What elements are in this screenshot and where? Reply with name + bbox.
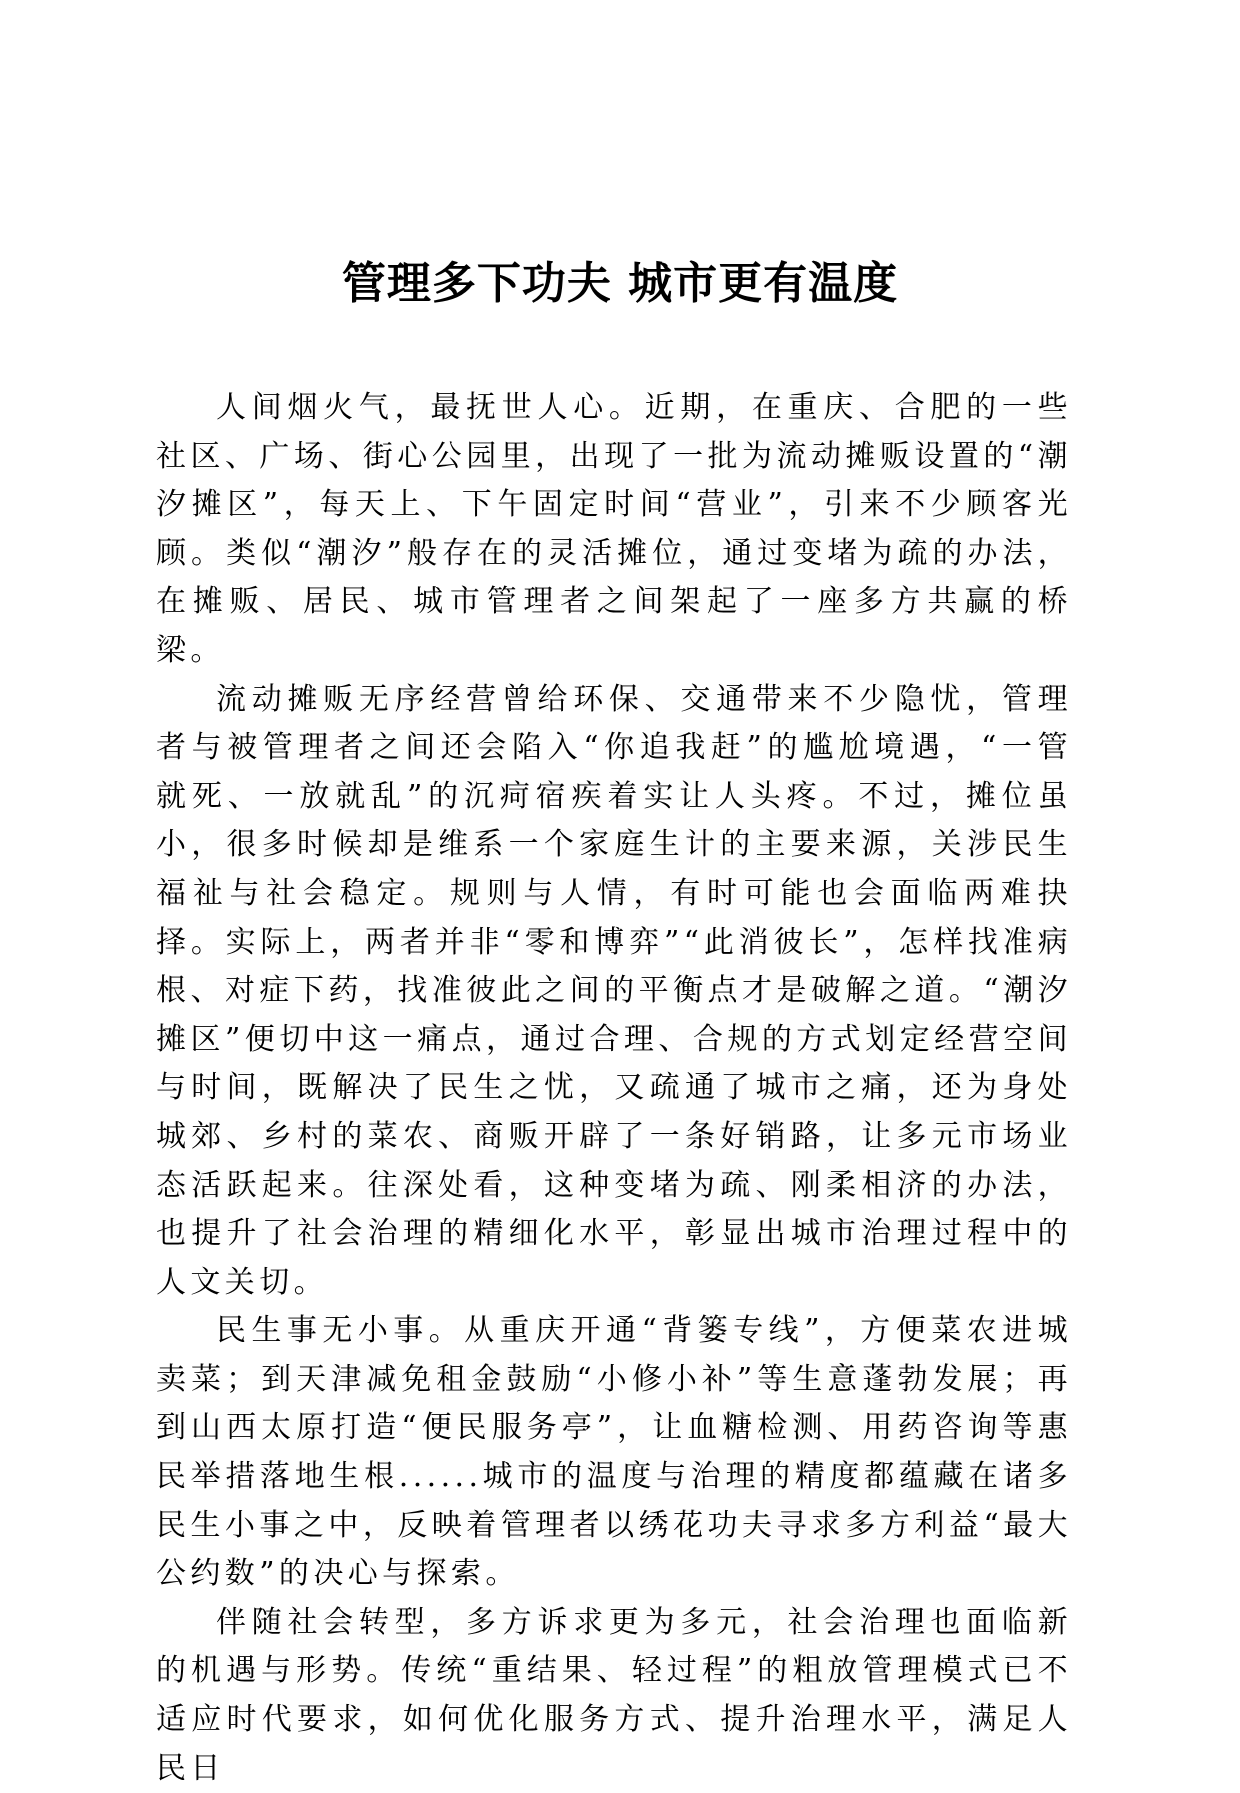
document-body: [156, 384, 1072, 1793]
paragraph-1: 人间烟火气，最抚世人心。近期，在重庆、合肥的一些社区、广场、街心公园里，出现了一批为流动摊贩设置的“潮汐摊区”，每天上、下午固定时间“营业”，引来不少顾客光顾。类似“潮汐”般存在的灵活摊位，通过变堵为疏的办法，在摊贩、居民、城市管理者之间架起了一座多方共赢的桥梁。: [156, 390, 1072, 668]
paragraph-3: 民生事无小事。从重庆开通“背篓专线”，方便菜农进城卖菜；到天津减免租金鼓励“小修小补”等生意蓬勃发展；再到山西太原打造“便民服务亭”，让血糖检测、用药咨询等惠民举措落地生根......城市的温度与治理的精度都蕴藏在诸多民生小事之中，反映着管理者以绣花功夫寻求多方利益“最大公约数”的决心与探索。: [156, 1313, 1072, 1592]
paragraph-2: 流动摊贩无序经营曾给环保、交通带来不少隐忧，管理者与被管理者之间还会陷入“你追我赶”的尴尬境遇，“一管就死、一放就乱”的沉疴宿疾着实让人头疼。不过，摊位虽小，很多时候却是维系一个家庭生计的主要来源，关涉民生福祉与社会稳定。规则与人情，有时可能也会面临两难抉择。实际上，两者并非“零和博弈”“此消彼长”，怎样找准病根、对症下药，找准彼此之间的平衡点才是破解之道。“潮汐摊区”便切中这一痛点，通过合理、合规的方式划定经营空间与时间，既解决了民生之忧，又疏通了城市之痛，还为身处城郊、乡村的菜农、商贩开辟了一条好销路，让多元市场业态活跃起来。往深处看，这种变堵为疏、刚柔相济的办法，也提升了社会治理的精细化水平，彰显出城市治理过程中的人文关切。: [156, 681, 1072, 1300]
document-title: 管理多下功夫 城市更有温度: [341, 258, 899, 309]
paragraph-4: 伴随社会转型，多方诉求更为多元，社会治理也面临新的机遇与形势。传统“重结果、轻过程”的粗放管理模式已不适应时代要求，如何优化服务方式、提升治理水平，满足人民日: [156, 1604, 1072, 1786]
